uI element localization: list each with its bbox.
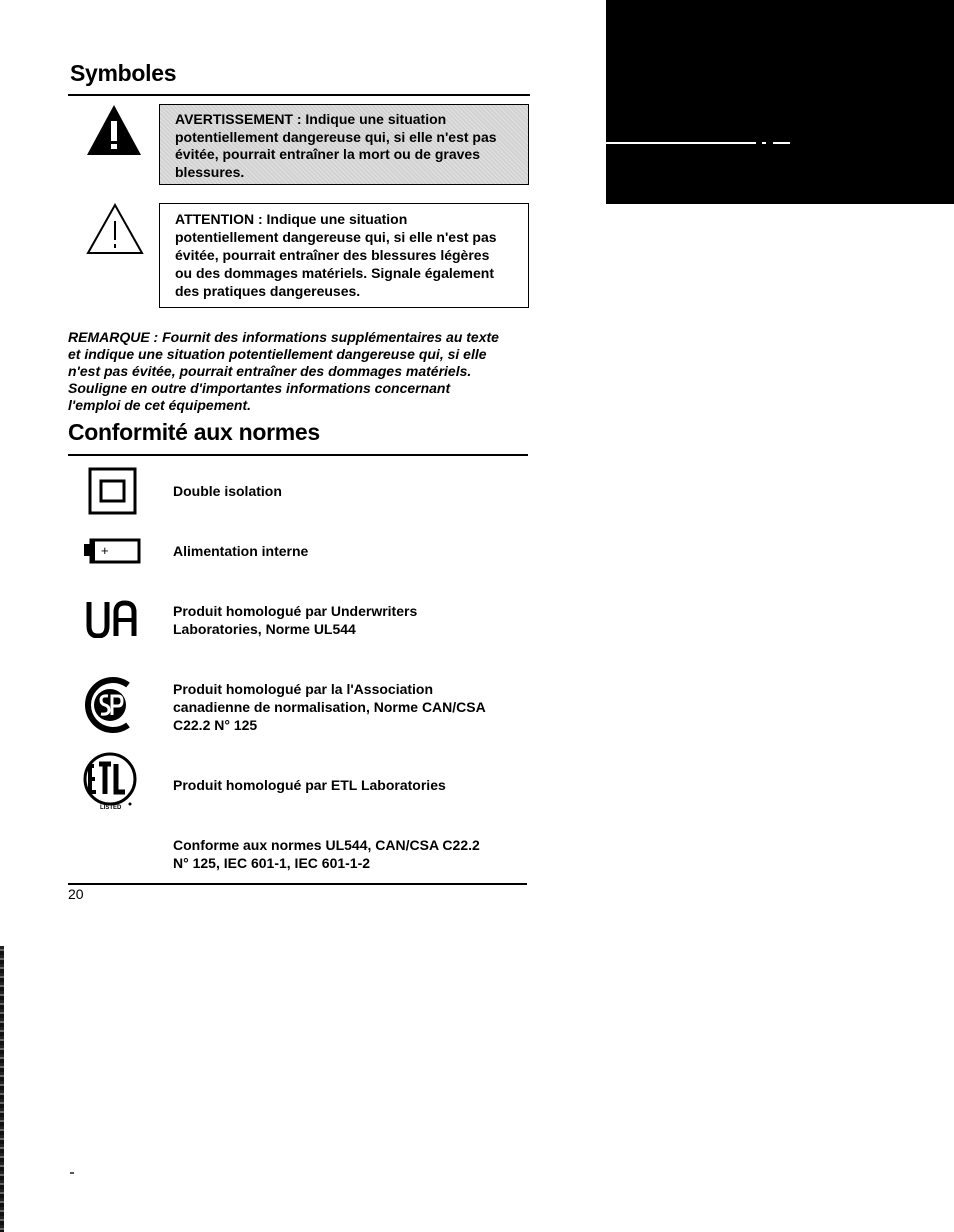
double-insulation-label: Double isolation [173,483,282,499]
internal-power-label: Alimentation interne [173,543,309,559]
double-insulation-icon [88,467,138,515]
etl-label: Produit homologué par ETL Laboratories [173,777,446,793]
symbols-heading: Symboles [70,60,177,86]
outline-warning-triangle-icon [85,202,145,256]
compliance-heading-rule [68,454,528,456]
footer-rule [68,883,527,885]
battery-plus-sign: + [101,543,109,558]
symbols-heading-rule [68,94,530,96]
caution-box [159,203,529,308]
scan-edge-bar [0,946,4,1232]
scan-white-dot [762,142,766,144]
etl-listed-caption: LISTED [100,805,122,811]
ul-label: Produit homologué par Underwriters Laboratories, Norme UL544 [173,603,418,637]
internal-battery-icon [84,538,142,566]
warning-text: AVERTISSEMENT : Indique une situation potentiellement dangereuse qui, si elle n'est pas évitée, pourrait entraîner la mort ou de graves blessures. [175,111,497,180]
warning-box [159,104,529,185]
page-number: 20 [68,886,84,902]
csa-label: Produit homologué par la l'Association canadienne de normalisation, Norme CAN/CSA C22.2 N° 125 [173,681,486,733]
scan-speck [70,1172,74,1174]
filled-warning-triangle-icon [85,103,143,157]
compliance-heading: Conformité aux normes [68,419,320,445]
standards-compliance-label: Conforme aux normes UL544, CAN/CSA C22.2 N° 125, IEC 601-1, IEC 601-1-2 [173,837,480,871]
etl-listed-icon [80,752,148,812]
scan-white-dash [773,142,790,144]
scan-white-line [606,142,756,144]
note-paragraph: REMARQUE : Fournit des informations supplémentaires au texte et indique une situation potentiellement dangereuse qui, si elle n'est pas évitée, pourrait entraîner des dommages matériels. Souligne en outre d'importantes informations concernant l'emploi de cet équipement. [68,329,499,413]
caution-text: ATTENTION : Indique une situation potentiellement dangereuse qui, si elle n'est pas évitée, pourrait entraîner des blessures légères ou des dommages matériels. Signale également des pratiques dangereuses. [175,211,497,299]
csa-mark-icon [82,676,140,734]
scan-black-region [606,0,954,204]
ul-listed-icon [86,600,138,638]
